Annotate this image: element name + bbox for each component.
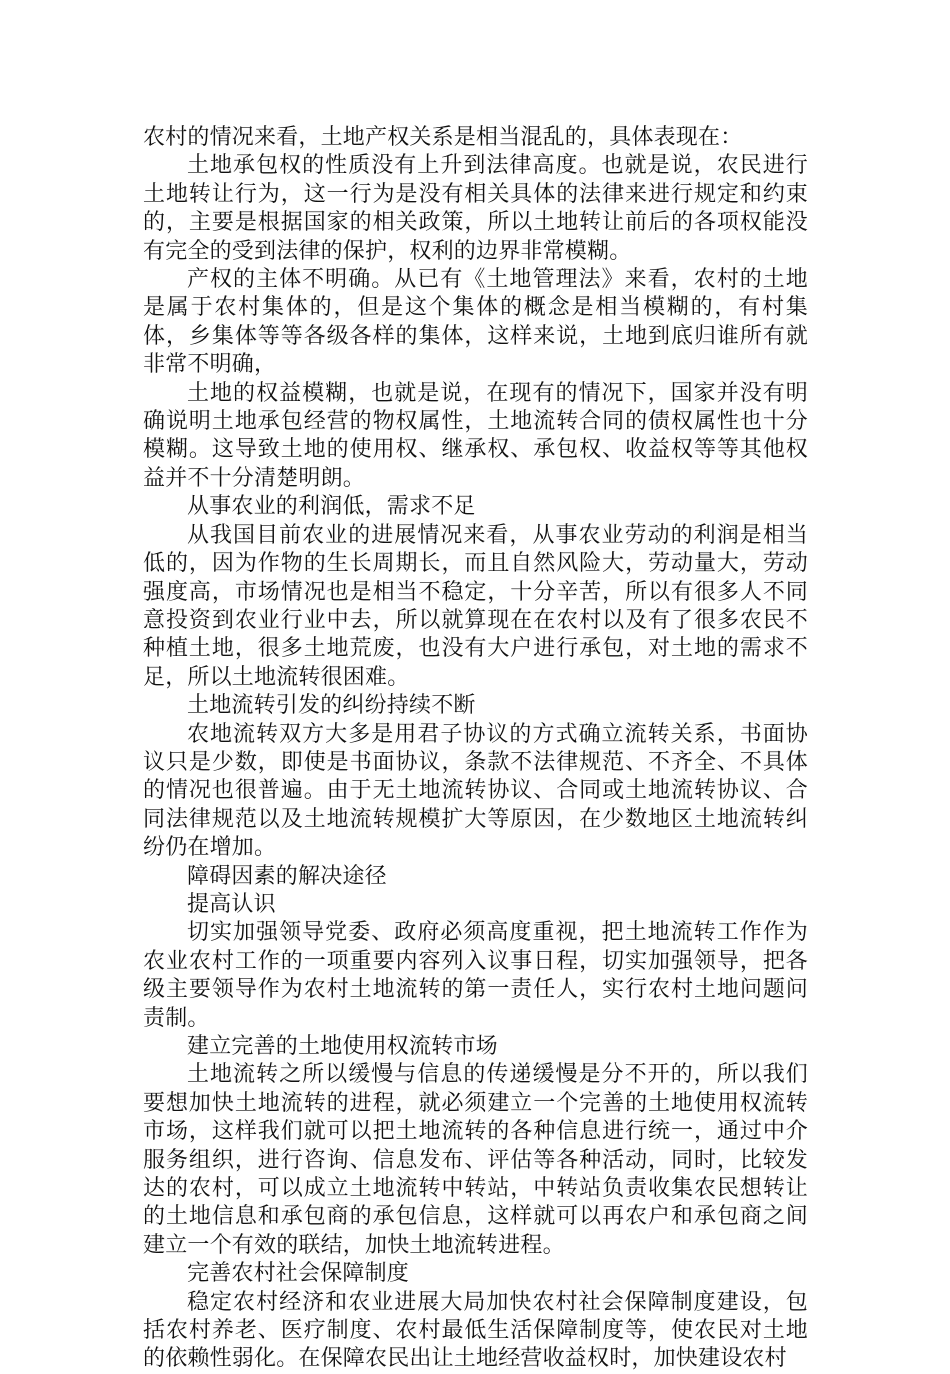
paragraph-transfer-market: 土地流转之所以缓慢与信息的传递缓慢是分不开的，所以我们要想加快土地流转的进程，就必须建立一个完善的土地使用权流转市场，这样我们就可以把土地流转的各种信息进行统一，通过中介服务组织，进行咨询、信息发布、评估等各种活动，同时，比较发达的农村，可以成立土地流转中转站，中转站负责收集农民想转让的土地信息和承包商的承包信息，这样就可以再农户和承包商之间建立一个有效的联结，加快土地流转进程。 [143, 1062, 808, 1258]
paragraph-social-security: 稳定农村经济和农业进展大局加快农村社会保障制度建设，包括农村养老、医疗制度、农村最低生活保障制度等，使农民对土地的依赖性弱化。在保障农民出让土地经营收益权时，加快建设农村 [143, 1289, 808, 1372]
heading-disputes: 土地流转引发的纠纷持续不断 [187, 693, 476, 719]
paragraph-intro: 农村的情况来看，土地产权关系是相当混乱的，具体表现在： [143, 125, 743, 150]
heading-social-security: 完善农村社会保障制度 [187, 1261, 410, 1287]
paragraph-low-profit: 从我国目前农业的进展情况来看，从事农业劳动的利润是相当低的，因为作物的生长周期长，而且自然风险大，劳动量大，劳动强度高，市场情况也是相当不稳定，十分辛苦，所以有很多人不同意投资到农业行业中去，所以就算现在在农村以及有了很多农民不种植土地，很多土地荒废，也没有大户进行承包，对土地的需求不足，所以土地流转很困难。 [143, 522, 808, 690]
heading-low-profit: 从事农业的利润低，需求不足 [187, 494, 476, 520]
heading-solutions: 障碍因素的解决途径 [187, 863, 387, 889]
document-body [143, 124, 808, 1374]
paragraph-contract-right-nature: 土地承包权的性质没有上升到法律高度。也就是说，农民进行土地转让行为，这一行为是没有相关具体的法律来进行规定和约束的，主要是根据国家的相关政策，所以土地转让前后的各项权能没有完全的受到法律的保护，权利的边界非常模糊。 [143, 153, 808, 264]
paragraph-disputes: 农地流转双方大多是用君子协议的方式确立流转关系，书面协议只是少数，即使是书面协议，条款不法律规范、不齐全、不具体的情况也很普遍。由于无土地流转协议、合同或土地流转协议、合同法律规范以及土地流转规模扩大等原因，在少数地区土地流转纠纷仍在增加。 [143, 721, 808, 861]
heading-transfer-market: 建立完善的土地使用权流转市场 [187, 1034, 498, 1059]
paragraph-rights-vague: 土地的权益模糊，也就是说，在现有的情况下，国家并没有明确说明土地承包经营的物权属性，土地流转合同的债权属性也十分模糊。这导致土地的使用权、继承权、承包权、收益权等等其他权益并不十分清楚明朗。 [143, 380, 808, 491]
paragraph-ownership-subject: 产权的主体不明确。从已有《土地管理法》来看，农村的土地是属于农村集体的，但是这个集体的概念是相当模糊的，有村集体，乡集体等等各级各样的集体，这样来说，土地到底归谁所有就非常不明确， [143, 267, 808, 378]
paragraph-raise-awareness: 切实加强领导党委、政府必须高度重视，把土地流转工作作为农业农村工作的一项重要内容列入议事日程，切实加强领导，把各级主要领导作为农村土地流转的第一责任人，实行农村土地问题问责制。 [143, 920, 808, 1031]
heading-raise-awareness: 提高认识 [187, 891, 276, 917]
